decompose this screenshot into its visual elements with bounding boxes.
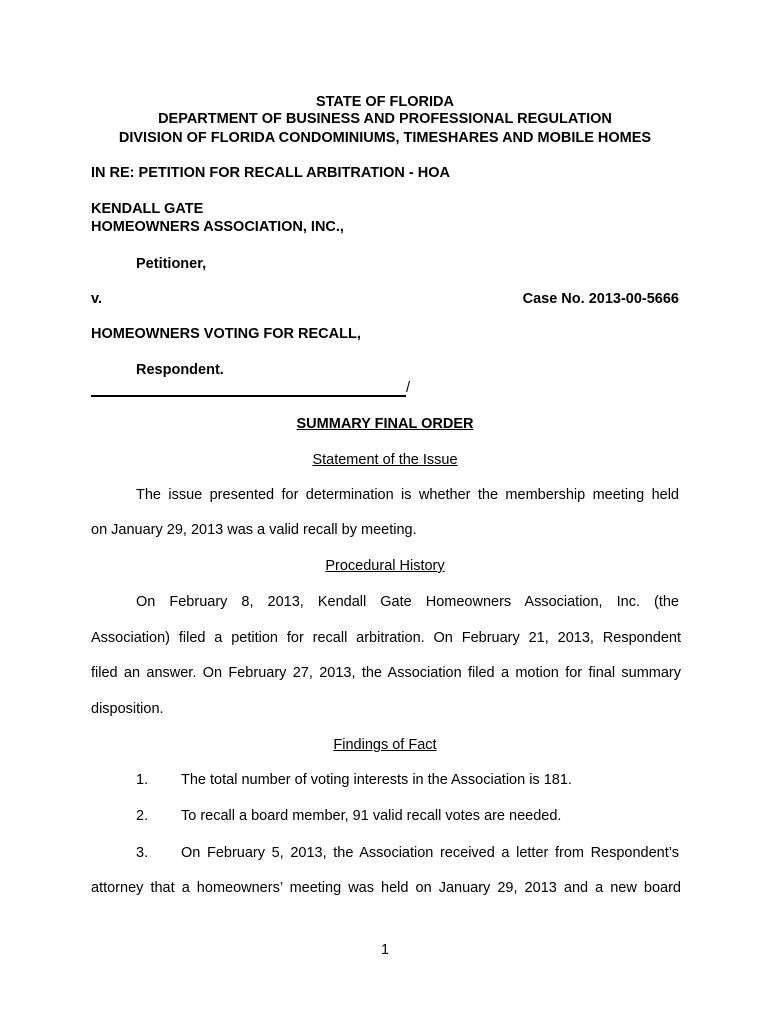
- page-number: 1: [380, 942, 390, 958]
- statement-heading: Statement of the Issue: [312, 452, 458, 468]
- finding-text: On February 5, 2013, the Association received a letter from Respondent’s: [181, 845, 679, 861]
- finding-text: To recall a board member, 91 valid recall votes are needed.: [181, 808, 562, 824]
- finding-text: The total number of voting interests in the Association is 181.: [181, 772, 572, 788]
- in-re-line: IN RE: PETITION FOR RECALL ARBITRATION - HOA: [91, 165, 450, 181]
- signature-line: [91, 395, 406, 397]
- findings-heading: Findings of Fact: [333, 737, 437, 753]
- petitioner-name-line2: HOMEOWNERS ASSOCIATION, INC.,: [91, 219, 344, 235]
- versus-label: v.: [91, 291, 103, 307]
- signature-slash: /: [406, 380, 411, 396]
- finding-3-continued: attorney that a homeowners’ meeting was held on January 29, 2013 and a new board: [91, 880, 681, 896]
- history-line-2: Association) filed a petition for recall arbitration. On February 21, 2013, Respondent: [91, 630, 681, 646]
- caption-division: DIVISION OF FLORIDA CONDOMINIUMS, TIMESHARES AND MOBILE HOMES: [118, 130, 652, 146]
- caption-state: STATE OF FLORIDA: [315, 94, 454, 110]
- history-line-3: filed an answer. On February 27, 2013, the Association filed a motion for final summary: [91, 665, 681, 681]
- caption-department: DEPARTMENT OF BUSINESS AND PROFESSIONAL REGULATION: [158, 111, 612, 127]
- finding-number: 1.: [136, 772, 149, 788]
- finding-number: 2.: [136, 808, 149, 824]
- respondent-label: Respondent.: [136, 362, 224, 378]
- history-line-4: disposition.: [91, 701, 164, 717]
- statement-line-2: on January 29, 2013 was a valid recall by meeting.: [91, 522, 417, 538]
- order-title: SUMMARY FINAL ORDER: [296, 416, 474, 432]
- history-heading: Procedural History: [325, 558, 445, 574]
- history-line-1: On February 8, 2013, Kendall Gate Homeowners Association, Inc. (the: [136, 594, 679, 610]
- respondent-name: HOMEOWNERS VOTING FOR RECALL,: [91, 326, 361, 342]
- finding-number: 3.: [136, 845, 149, 861]
- statement-line-1: The issue presented for determination is whether the membership meeting held: [136, 487, 679, 503]
- case-number: Case No. 2013-00-5666: [522, 291, 679, 307]
- petitioner-label: Petitioner,: [136, 256, 207, 272]
- petitioner-name-line1: KENDALL GATE: [91, 201, 204, 217]
